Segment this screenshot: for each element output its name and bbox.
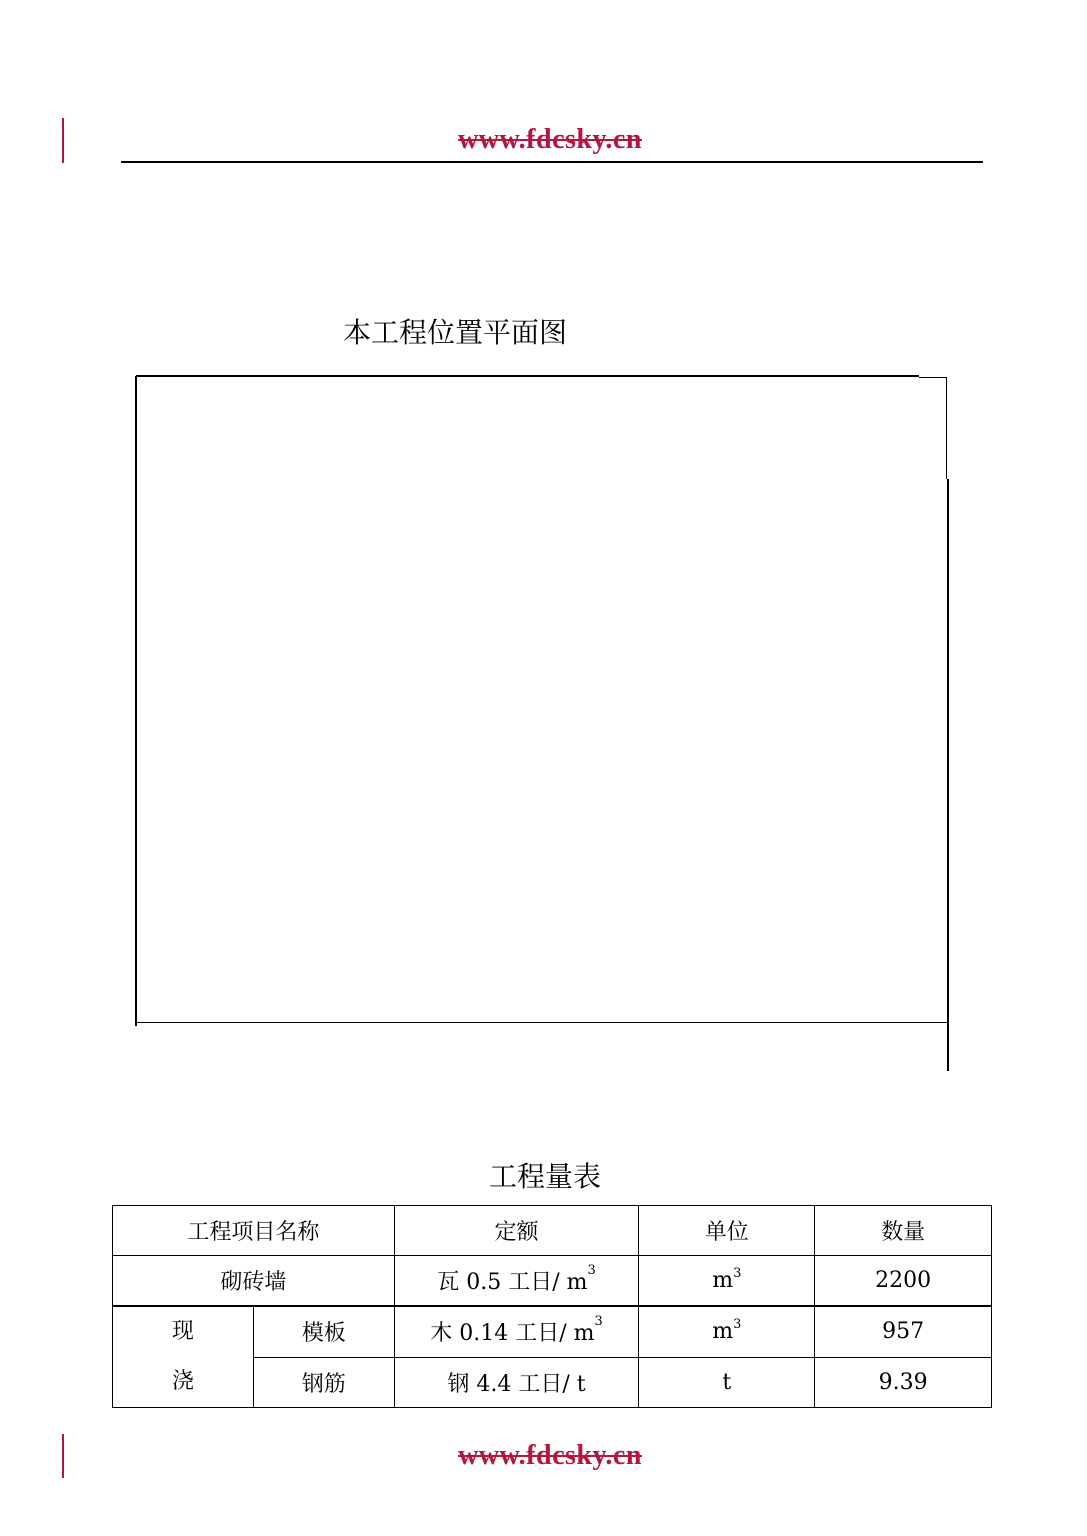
- row-quota: 钢 4.4 工日/ t: [394, 1357, 639, 1408]
- row-amount: 2200: [815, 1256, 992, 1307]
- table-header-row: [113, 1206, 992, 1256]
- unit-sup: 3: [733, 1317, 742, 1333]
- row-amount: 957: [815, 1306, 992, 1357]
- row-quota: [394, 1256, 639, 1307]
- frame-right-upper: [946, 377, 947, 479]
- row-unit: [639, 1256, 815, 1307]
- unit-text: m: [712, 1319, 734, 1345]
- frame-bottom: [137, 1022, 947, 1023]
- plan-title: 本工程位置平面图: [343, 316, 568, 349]
- footer-url[interactable]: www.fdcsky.cn: [458, 1440, 642, 1471]
- frame-right-lower: [947, 479, 949, 1071]
- quantity-table: [112, 1205, 992, 1408]
- row-item: 砌砖墙: [113, 1256, 395, 1307]
- unit-text: m: [712, 1268, 734, 1293]
- group-label-line1: 现: [171, 1319, 194, 1344]
- header-amount: 数量: [815, 1206, 992, 1256]
- quota-text: 木 0.14 工日/ m: [430, 1321, 595, 1347]
- row-quota: [394, 1306, 639, 1357]
- header-unit: 单位: [639, 1206, 815, 1256]
- header-quota: 定额: [394, 1206, 639, 1256]
- header-rule: [121, 161, 983, 163]
- table-row: [113, 1306, 992, 1357]
- header-url[interactable]: www.fdcsky.cn: [458, 124, 642, 155]
- table-row: [113, 1256, 992, 1307]
- row-group-label: [113, 1306, 254, 1408]
- quantity-table-title: 工程量表: [489, 1160, 602, 1193]
- frame-top-right: [919, 377, 947, 378]
- frame-top: [136, 375, 919, 377]
- frame-left: [135, 376, 137, 1026]
- row-unit: [639, 1306, 815, 1357]
- quota-sup: 3: [587, 1263, 596, 1278]
- row-unit: t: [639, 1357, 815, 1408]
- quota-sup: 3: [594, 1314, 603, 1330]
- header-item: 工程项目名称: [113, 1206, 395, 1256]
- quota-text: 瓦 0.5 工日/ m: [437, 1270, 588, 1295]
- unit-sup: 3: [733, 1266, 742, 1281]
- row-item: 模板: [253, 1306, 394, 1357]
- row-amount: 9.39: [815, 1357, 992, 1408]
- row-item: 钢筋: [253, 1357, 394, 1408]
- group-label-line2: 浇: [171, 1369, 194, 1394]
